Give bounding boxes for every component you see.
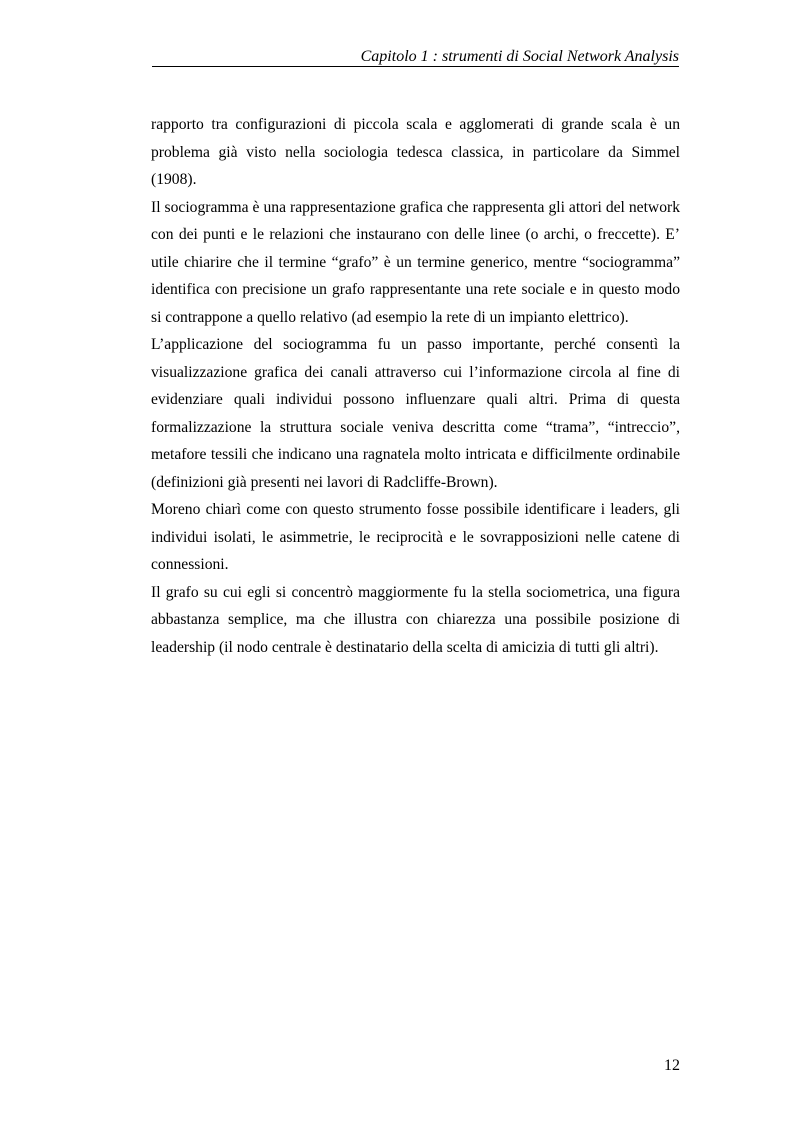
running-header: [152, 48, 679, 67]
paragraph-sociogramma: Il sociogramma è una rappresentazione grafica che rappresenta gli attori del network con dei punti e le relazioni che instaurano con delle linee (o archi, o freccette). E’ utile chiarire che il termine “grafo” è un termine generico, mentre “sociogramma” identifica con precisione un grafo rappresentante una rete sociale e in questo modo si contrappone a quello relativo (ad esempio la rete di un impianto elettrico).: [151, 198, 680, 326]
paragraph-applicazione: L’applicazione del sociogramma fu un passo importante, perché consentì la visualizzazione grafica dei canali attraverso cui l’informazione circola al fine di evidenziare quali individui possono influenzare quali altri. Prima di questa formalizzazione la struttura sociale veniva descritta come “trama”, “intreccio”, metafore tessili che indicano una ragnatela molto intricata e difficilmente ordinabile (definizioni già presenti nei lavori di Radcliffe-Brown).: [151, 336, 680, 491]
page-number: 12: [664, 1057, 680, 1074]
paragraph-continuation: rapporto tra configurazioni di piccola scala e agglomerati di grande scala è un problema già visto nella sociologia tedesca classica, in particolare da Simmel (1908).: [151, 116, 680, 188]
body-text: [151, 111, 680, 661]
paragraph-stella-sociometrica: Il grafo su cui egli si concentrò maggiormente fu la stella sociometrica, una figura abbastanza semplice, ma che illustra con chiarezza una possibile posizione di leadership (il nodo centrale è destinatario della scelta di amicizia di tutti gli altri).: [151, 583, 680, 656]
chapter-title: Capitolo 1 : strumenti di Social Network Analysis: [360, 48, 679, 65]
paragraph-moreno: Moreno chiarì come con questo strumento fosse possibile identificare i leaders, gli individui isolati, le asimmetrie, le reciprocità e le sovrapposizioni nelle catene di connessioni.: [151, 501, 680, 573]
